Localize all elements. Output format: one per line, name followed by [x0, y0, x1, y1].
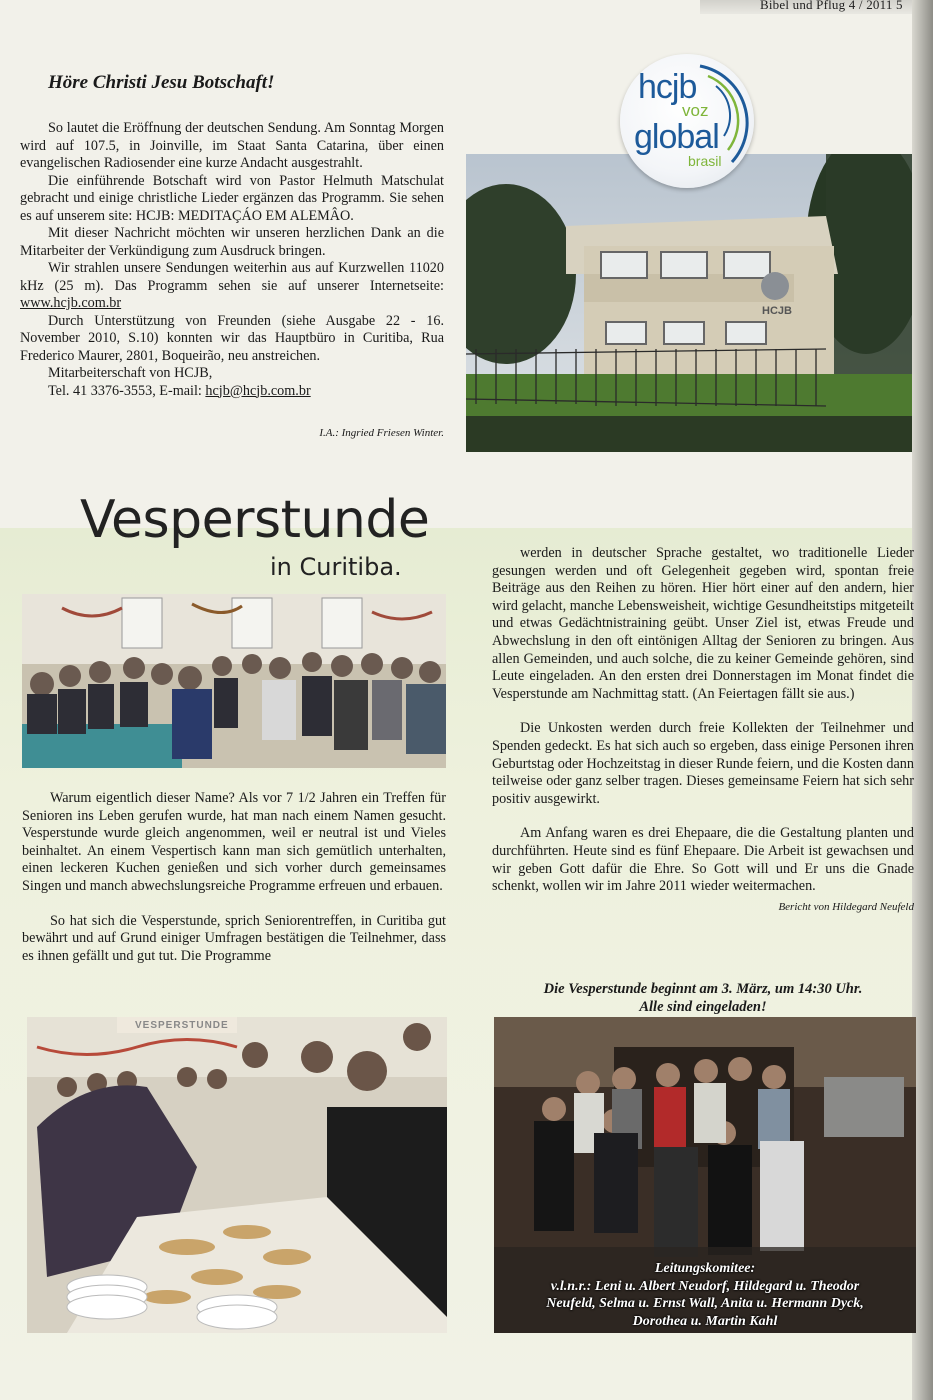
article-paragraph	[492, 825, 914, 913]
announcement-line: Die Vesperstunde beginnt am 3. März, um 14:30 Uhr.	[543, 981, 863, 997]
vesper-right-column	[492, 545, 914, 916]
seniors-meeting-photo	[22, 594, 446, 768]
article-paragraph: Die einführende Botschaft wird von Pastor Helmuth Matschulat gebracht und einige christliche Lieder ergänzen das Programm. Sie sehen es auf unserem site: HCJB: MEDITAÇÁO EM ALEMÂO.	[20, 172, 444, 224]
caption-line: Neufeld, Selma u. Ernst Wall, Anita u. Hermann Dyck,	[546, 1296, 864, 1311]
article-paragraph: werden in deutscher Sprache gestaltet, wo traditionelle Lieder gesungen werden und oft Gelegenheit gegeben wird, spontan freie Beiträge aus den Reihen zu hören. Hier hört einer auf den andern, hier wird gelacht, manche Lebensweisheit, wichtige Gesundheitstips mitgeteilt und etwas Gedächtnistraining geübt. Unser Ziel ist, etwas Freude und Abwechslung in den oft eintönigen Alltag der Senioren zu bringen. Aus allen Gemeinden, und auch solche, die zu keiner Gemeinde gehören, sind Leute eingeladen. An den ersten drei Donnerstagen im Monat findet die Vesperstunde am Nachmittag statt. (An Feiertagen fällt sie aus.)	[492, 545, 914, 702]
email-link[interactable]: hcjb@hcjb.com.br	[205, 382, 311, 399]
logo-text: brasil	[688, 153, 722, 169]
photo-caption	[496, 1260, 914, 1330]
logo-text: hcjb	[638, 68, 697, 106]
article-body	[20, 120, 444, 400]
event-announcement	[492, 980, 914, 1016]
article-paragraph: So lautet die Eröffnung der deutschen Sendung. Am Sonntag Morgen wird auf 107.5, in Joinville, im Staat Santa Catarina, über einen evangelischen Radiosender eine kurze Andacht ausgestrahlt.	[20, 120, 444, 171]
caption-line: Dorothea u. Martin Kahl	[632, 1313, 778, 1329]
logo-text: voz	[682, 101, 709, 120]
section-subtitle: in Curitiba.	[270, 553, 402, 581]
page-header: Bibel und Pflug 4 / 2011 5	[760, 0, 903, 12]
announcement-line: Alle sind eingeladen!	[639, 999, 767, 1015]
website-link[interactable]: www.hcjb.com.br	[20, 295, 122, 311]
article-paragraph: Mitarbeiterschaft von HCJB,	[48, 365, 213, 381]
article-paragraph	[20, 260, 444, 313]
article-paragraph: Durch Unterstützung von Freunden (siehe Ausgabe 22 - 16. November 2010, S.10) konnten wir das Hauptbüro in Curitiba, Rua Frederico Maurer, 2801, Boqueirão, neu anstreichen.	[20, 312, 444, 364]
section-title: Vesperstunde	[80, 490, 430, 550]
article-paragraph: Die Unkosten werden durch freie Kollekten der Teilnehmer und Spenden gedeckt. Es hat sich auch so ergeben, dass einige Personen ihren Geburtstag oder Hochzeitstag in dieser Runde feiern, und die Kosten dann teilweise oder ganz selber tragen. Dieses gemeinsame Feiern hat sich sehr positiv ausgewirkt.	[492, 720, 914, 807]
caption-line: Leitungskomitee:	[654, 1261, 756, 1276]
building-photo	[466, 154, 912, 452]
article-signature: Bericht von Hildegard Neufeld	[778, 900, 914, 913]
buffet-photo	[27, 1017, 447, 1333]
article-paragraph: So hat sich die Vesperstunde, sprich Seniorentreffen, in Curitiba gut bewährt und auf Grund einiger Umfragen bestätigen die Teilnehmer, dass es ihnen gefällt und gut tut. Die Programme	[22, 912, 446, 964]
building-sign: HCJB	[762, 305, 792, 317]
article-paragraph: Warum eigentlich dieser Name? Als vor 7 1/2 Jahren ein Treffen für Senioren ins Leben gerufen wurde, hat man nach einem Namen gesucht. Vesperstunde wurde gleich angenommen, weil er neutral ist und Vieles beinhaltet. An einem Vespertisch kann man sich gemütlich unterhalten, einen leckeren Kuchen genießen und sich vorher durch gemeinsames Singen und manch abwechslungsreiche Programme erfreuen und erbauen.	[22, 790, 446, 894]
logo-text: global	[634, 118, 719, 156]
banner-text: VESPERSTUNDE	[135, 1020, 229, 1031]
article-signature: I.A.: Ingried Friesen Winter.	[319, 427, 444, 439]
article-paragraph	[20, 383, 444, 401]
article-paragraph: Mit dieser Nachricht möchten wir unseren herzlichen Dank an die Mitarbeiter der Verkündigung zum Ausdruck bringen.	[20, 225, 444, 259]
hcjb-logo	[620, 54, 754, 188]
article-title: Höre Christi Jesu Botschaft!	[48, 72, 275, 93]
vesper-left-column	[22, 790, 446, 965]
paragraph-text: Am Anfang waren es drei Ehepaare, die die Gestaltung planten und durchführten. Heute sind es fünf Ehepaare. Die Arbeit ist gewachsen und wir geben Gott dafür die Ehre. So Gott will und Er uns die Gnade schenkt, wollen wir im Jahre 2011 wieder weitermachen.	[492, 825, 914, 895]
caption-line: v.l.n.r.: Leni u. Albert Neudorf, Hildegard u. Theodor	[550, 1278, 860, 1294]
paragraph-text: Wir strahlen unsere Sendungen weiterhin aus auf Kurzwellen 11020 kHz (25 m). Das Programm sehen sie auf unserer Internetseite:	[20, 260, 444, 294]
paragraph-text: Tel. 41 3376-3553, E-mail:	[48, 382, 206, 399]
